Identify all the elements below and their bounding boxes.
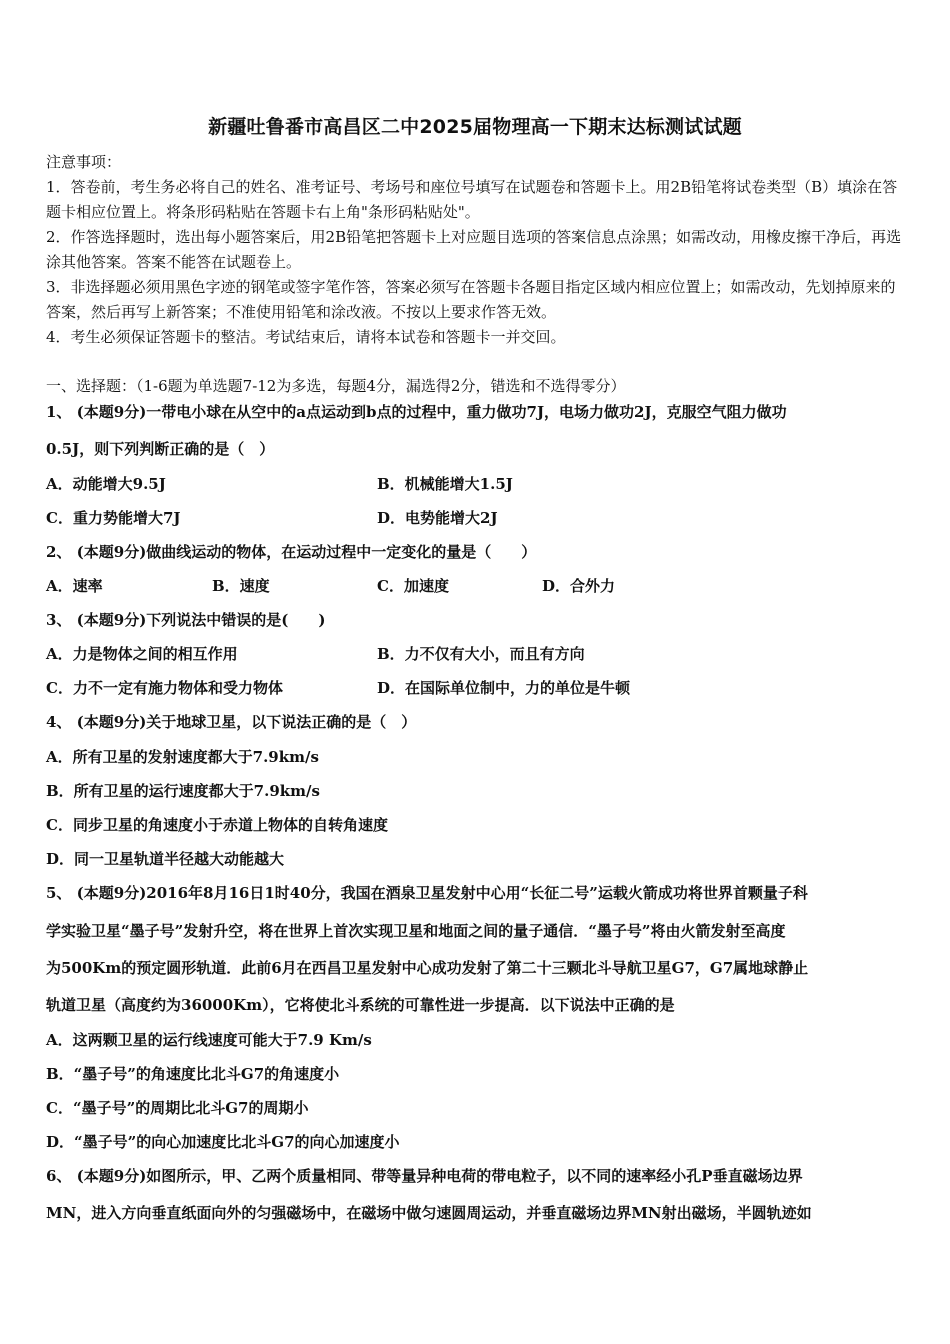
notice-heading: 注意事项：: [46, 153, 122, 171]
question-3-option-c: C．力不一定有施力物体和受力物体: [46, 679, 283, 697]
question-6-stem: 6、 (本题9分)如图所示，甲、乙两个质量相同、带等量异种电荷的带电粒子，以不同的速率经小孔P垂直磁场边界: [46, 1167, 803, 1185]
question-1-option-a: A．动能增大9.5J: [46, 475, 166, 493]
question-5-stem-cont: 学实验卫星“墨子号”发射升空，将在世界上首次实现卫星和地面之间的量子通信．“墨子号”将由火箭发射至高度: [46, 922, 786, 940]
question-5-stem: 5、 (本题9分)2016年8月16日1时40分，我国在酒泉卫星发射中心用“长征二号”运载火箭成功将世界首颗量子科: [46, 884, 808, 902]
question-1-stem-cont: 0.5J，则下列判断正确的是（ ）: [46, 440, 275, 458]
question-4-option-d: D．同一卫星轨道半径越大动能越大: [46, 850, 285, 868]
question-5-stem-cont: 轨道卫星（高度约为36000Km），它将使北斗系统的可靠性进一步提高．以下说法中正确的是: [46, 996, 675, 1014]
question-5-option-d: D．“墨子号”的向心加速度比北斗G7的向心加速度小: [46, 1133, 400, 1151]
question-4-stem: 4、 (本题9分)关于地球卫星，以下说法正确的是（ ）: [46, 713, 417, 731]
question-1-option-d: D．电势能增大2J: [377, 509, 498, 527]
question-5-option-b: B．“墨子号”的角速度比北斗G7的角速度小: [46, 1065, 340, 1083]
question-1-option-b: B．机械能增大1.5J: [377, 475, 513, 493]
question-1-stem: 1、 (本题9分)一带电小球在从空中的a点运动到b点的过程中，重力做功7J，电场力做功2J，克服空气阻力做功: [46, 403, 787, 421]
question-4-option-b: B．所有卫星的运行速度都大于7.9km/s: [46, 782, 320, 800]
question-2-stem: 2、 (本题9分)做曲线运动的物体，在运动过程中一定变化的量是（ ）: [46, 543, 537, 561]
question-2-option-d: D．合外力: [542, 577, 616, 595]
question-5-option-c: C．“墨子号”的周期比北斗G7的周期小: [46, 1099, 309, 1117]
question-4-option-c: C．同步卫星的角速度小于赤道上物体的自转角速度: [46, 816, 388, 834]
page-title: 新疆吐鲁番市高昌区二中2025届物理高一下期末达标测试试题: [208, 116, 742, 138]
notice-block: [46, 150, 908, 350]
question-3-option-b: B．力不仅有大小，而且有方向: [377, 645, 585, 663]
question-5-option-a: A．这两颗卫星的运行线速度可能大于7.9 Km/s: [46, 1031, 372, 1049]
question-3-stem: 3、 (本题9分)下列说法中错误的是( ): [46, 611, 326, 629]
question-2-option-a: A．速率: [46, 577, 103, 595]
notice-item: 2．作答选择题时，选出每小题答案后，用2B铅笔把答题卡上对应题目选项的答案信息点涂黑；如需改动，用橡皮擦干净后，再选涂其他答案。答案不能答在试题卷上。: [46, 228, 902, 271]
question-4-option-a: A．所有卫星的发射速度都大于7.9km/s: [46, 748, 319, 766]
section-heading: 一、选择题：（1-6题为单选题7-12为多选，每题4分，漏选得2分，错选和不选得零分）: [46, 377, 626, 395]
question-6-stem-cont: MN，进入方向垂直纸面向外的匀强磁场中，在磁场中做匀速圆周运动，并垂直磁场边界MN射出磁场，半圆轨迹如: [46, 1204, 812, 1222]
notice-item: 3．非选择题必须用黑色字迹的钢笔或签字笔作答，答案必须写在答题卡各题目指定区域内相应位置上；如需改动，先划掉原来的答案，然后再写上新答案；不准使用铅笔和涂改液。不按以上要求作答无效。: [46, 278, 896, 321]
question-2-option-b: B．速度: [212, 577, 270, 595]
question-5-stem-cont: 为500Km的预定圆形轨道．此前6月在西昌卫星发射中心成功发射了第二十三颗北斗导航卫星G7，G7属地球静止: [46, 959, 809, 977]
question-3-option-d: D．在国际单位制中，力的单位是牛顿: [377, 679, 631, 697]
question-1-option-c: C．重力势能增大7J: [46, 509, 181, 527]
question-3-option-a: A．力是物体之间的相互作用: [46, 645, 238, 663]
notice-item: 1．答卷前，考生务必将自己的姓名、准考证号、考场号和座位号填写在试题卷和答题卡上。用2B铅笔将试卷类型（B）填涂在答题卡相应位置上。将条形码粘贴在答题卡右上角"条形码粘贴处"。: [46, 178, 898, 221]
notice-item: 4．考生必须保证答题卡的整洁。考试结束后，请将本试卷和答题卡一并交回。: [46, 328, 566, 346]
question-2-option-c: C．加速度: [377, 577, 449, 595]
